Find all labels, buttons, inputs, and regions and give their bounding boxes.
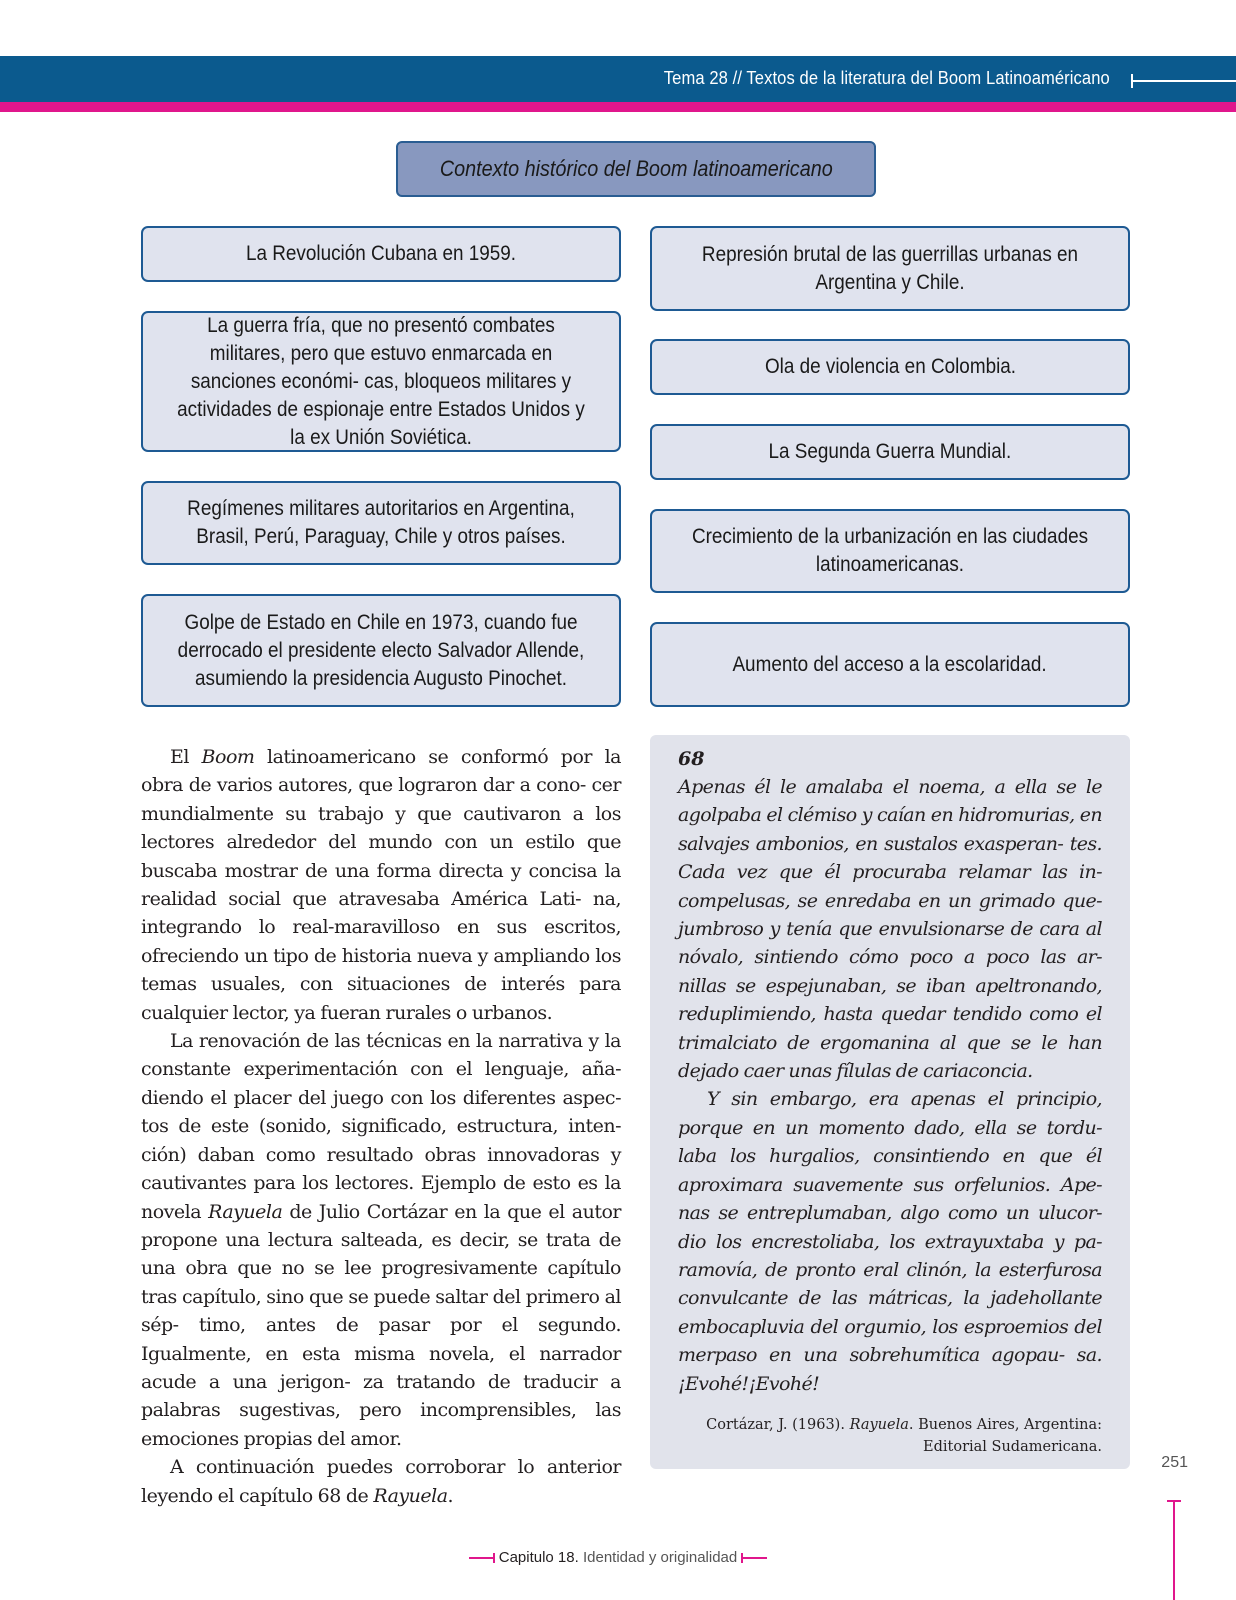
context-box-text: La Segunda Guerra Mundial. — [768, 440, 1012, 463]
context-box-text: Represión brutal de las guerrillas urbanas en Argentina y Chile. — [701, 242, 1079, 294]
context-box-military-regimes — [141, 481, 621, 565]
context-box-text: Ola de violencia en Colombia. — [764, 355, 1016, 378]
context-box-text: La Revolución Cubana en 1959. — [245, 242, 517, 265]
context-box-cold-war — [141, 311, 621, 452]
header-accent-stripe — [0, 102, 1236, 112]
context-box-urbanization — [650, 509, 1130, 593]
context-box-colombia-violence — [650, 339, 1130, 395]
quote-paragraph: Apenas él le amalaba el noema, a ella se le agolpaba el clémiso y caían en hidromurias, en salvajes ambonios, en sustalos exasperan- tes. Cada vez que él procuraba relamar las in- compelusas, se enredaba en un grimado que- jumbroso y tenía que envulsionarse de cara al nóvalo, sintiendo cómo poco a poco las ar- nillas se espejunaban, se iban apeltronando, reduplimiendo, hasta quedar tendido como el trimalciato de ergomanina al que se le han dejado caer unas fílulas de cariaconcia. — [678, 776, 1102, 1083]
context-box-repression — [650, 226, 1130, 311]
context-box-text: Crecimiento de la urbanización en las ciudades latinoamericanas. — [691, 525, 1089, 576]
context-box-text: La guerra fría, que no presentó combates militares, pero que estuvo enmarcada en sanciones económi- cas, bloqueos militares y actividades de espionaje entre Estados Unidos y la ex Unión Soviética. — [177, 313, 585, 449]
quote-citation: Cortázar, J. (1963). Rayuela. Buenos Aires, Argentina: Editorial Sudamericana. — [706, 1416, 1102, 1455]
header-rule — [1131, 80, 1236, 82]
diagram-title: Contexto histórico del Boom latinoamericano — [439, 156, 833, 181]
context-box-chile-coup — [141, 594, 621, 707]
footer-ornament-left — [469, 1557, 495, 1559]
context-box-text: Regímenes militares autoritarios en Argentina, Brasil, Perú, Paraguay, Chile y otros países. — [187, 497, 575, 548]
footer-subtitle: Identidad y originalidad — [578, 1549, 738, 1566]
quote-paragraph: Y sin embargo, era apenas el principio, porque en un momento dado, ella se tordu- laba los hurgalios, consintiendo en que él aproximara suavemente sus orfelunios. Ape- nas se entreplumaban, algo como un ulucor- dio los encrestoliaba, los extrayuxtaba y pa- ramovía, de pronto eral clinón, la esterfurosa convulcante de las mátricas, la jadehollante embocapluvia del orgumio, los esproemios del merpaso en una sobrehumítica agopau- sa. ¡Evohé!¡Evohé! — [678, 1088, 1102, 1395]
context-box-cuban-revolution — [141, 226, 621, 282]
quote-box — [650, 735, 1130, 1469]
quote-text — [678, 773, 1102, 1398]
footer-ornament-right — [741, 1557, 767, 1559]
footer — [0, 1549, 1236, 1566]
body-paragraph: A continuación puedes corroborar lo anterior leyendo el capítulo 68 de Rayuela. — [141, 1456, 621, 1507]
diagram-title-box — [396, 141, 876, 197]
context-box-schooling — [650, 622, 1130, 707]
page-number: 251 — [1161, 1454, 1188, 1471]
body-paragraph: La renovación de las técnicas en la narrativa y la constante experimentación con el lenguaje, aña- diendo el placer del juego con los diferentes aspec- tos de este (sonido, significado, estructura, inten- ción) daban como resultado obras innovadoras y cautivantes para los lectores. Ejemplo de esto es la novela Rayuela de Julio Cortázar en la que el autor propone una lectura salteada, es decir, se trata de una obra que no se lee progresivamente capítulo tras capítulo, sino que se puede saltar del primero al sép- timo, antes de pasar por el segundo. Igualmente, en esta misma novela, el narrador acude a una jerigon- za tratando de traducir a palabras sugestivas, pero incomprensibles, las emociones propias del amor. — [141, 1030, 621, 1450]
context-box-text: Aumento del acceso a la escolaridad. — [732, 652, 1048, 676]
body-paragraph: El Boom latinoamericano se conformó por la obra de varios autores, que lograron dar a cono- cer mundialmente su trabajo y que cautivaron a los lectores alrededor del mundo con un estilo que buscaba mostrar de una forma directa y concisa la realidad social que atravesaba América Lati- na, integrando lo real-maravilloso en sus escritos, ofreciendo un tipo de historia nueva y ampliando los temas usuales, con situaciones de interés para cualquier lector, ya fueran rurales o urbanos. — [141, 746, 621, 1024]
context-box-text: Golpe de Estado en Chile en 1973, cuando fue derrocado el presidente electo Salvador Allende, asumiendo la presidencia Augusto Pinochet. — [177, 610, 585, 690]
footer-chapter: Capitulo 18. — [498, 1549, 579, 1566]
body-text — [141, 743, 621, 1510]
context-box-world-war-two — [650, 424, 1130, 480]
chapter-number: 68 — [678, 748, 705, 770]
header-title: Tema 28 // Textos de la literatura del Boom Latinoaméricano — [663, 68, 1110, 88]
